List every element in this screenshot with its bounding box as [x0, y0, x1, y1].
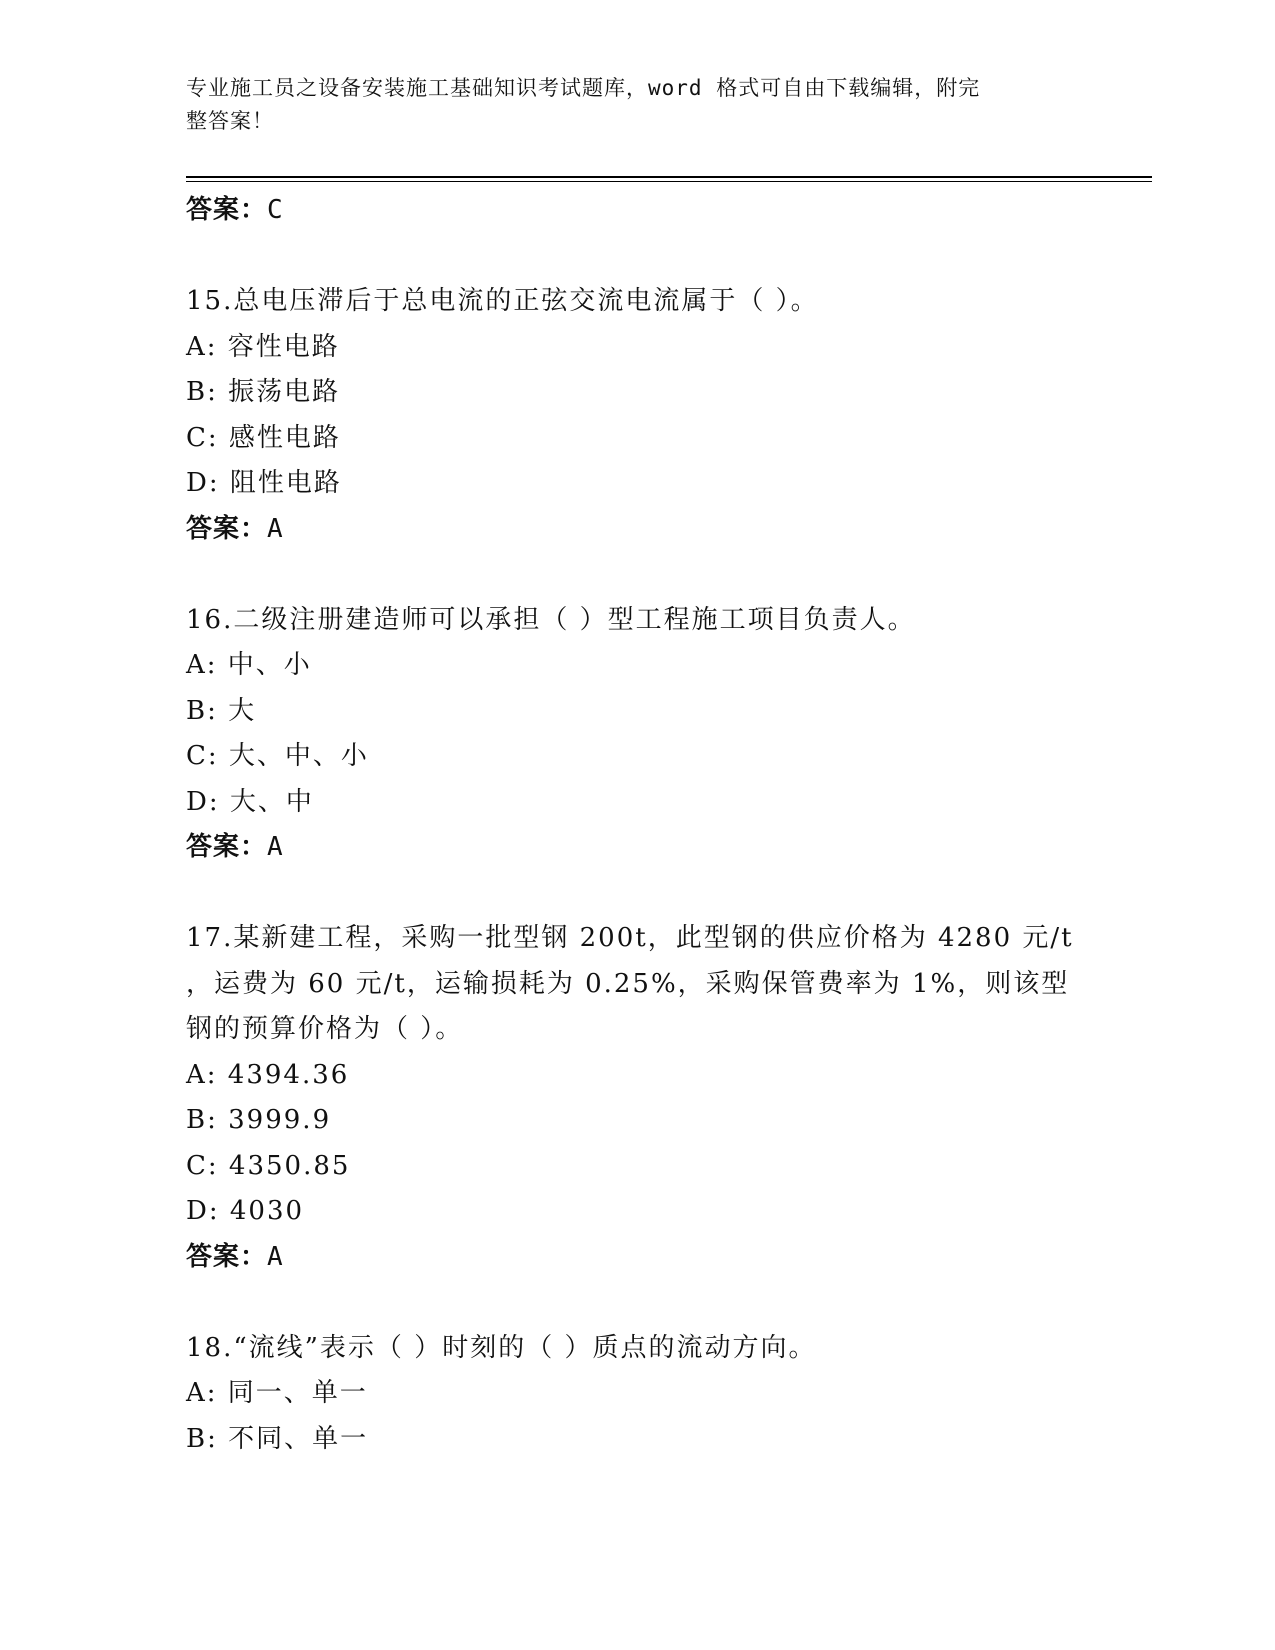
- option-a: A: 4394.36: [186, 1059, 350, 1090]
- header-line-1: 专业施工员之设备安装施工基础知识考试题库，word 格式可自由下载编辑，附完: [186, 76, 981, 100]
- question-stem-continued: ，运费为 60 元/t，运输损耗为 0.25%，采购保管费率为 1%，则该型: [186, 968, 1070, 999]
- spacer: [186, 234, 1086, 280]
- answer-value: A: [267, 1241, 284, 1272]
- answer-line: [186, 507, 1086, 553]
- question-block: [186, 1326, 1086, 1463]
- option-d: D: 大、中: [186, 786, 314, 817]
- header-line-2: 整答案！: [186, 109, 274, 133]
- answer-prefix: 答案：: [186, 195, 268, 225]
- spacer: [186, 1280, 1086, 1326]
- header-divider: [186, 176, 1152, 178]
- spacer: [186, 552, 1086, 598]
- spacer: [186, 871, 1086, 917]
- option-b: B: 不同、单一: [186, 1423, 369, 1454]
- question-stem: 15.总电压滞后于总电流的正弦交流电流属于（ ）。: [186, 286, 819, 316]
- question-stem: 18.“流线”表示（ ）时刻的（ ）质点的流动方向。: [186, 1332, 817, 1363]
- answer-value: C: [267, 195, 284, 225]
- question-list: [186, 188, 1086, 1462]
- answer-prefix: 答案：: [186, 1241, 268, 1272]
- answer-line: [186, 825, 1086, 871]
- option-c: C: 感性电路: [186, 422, 341, 453]
- question-stem: 16.二级注册建造师可以承担（ ）型工程施工项目负责人。: [186, 604, 916, 635]
- header-divider-thin: [186, 181, 1152, 182]
- question-block: [186, 916, 1086, 1280]
- option-c: C: 4350.85: [186, 1150, 351, 1181]
- option-a: A: 中、小: [186, 650, 312, 680]
- option-d: D: 4030: [186, 1196, 305, 1226]
- option-c: C: 大、中、小: [186, 741, 369, 771]
- option-b: B: 3999.9: [186, 1105, 332, 1135]
- question-block: [186, 598, 1086, 871]
- option-b: B: 大: [186, 695, 257, 726]
- option-d: D: 阻性电路: [186, 468, 342, 498]
- answer-value: A: [267, 832, 284, 862]
- question-stem-continued: 钢的预算价格为（ ）。: [186, 1014, 464, 1044]
- answer-value: A: [267, 513, 284, 544]
- answer-line: [186, 188, 1086, 234]
- answer-prefix: 答案：: [186, 513, 268, 544]
- option-a: A: 同一、单一: [186, 1378, 368, 1408]
- answer-line: [186, 1235, 1086, 1281]
- option-b: B: 振荡电路: [186, 377, 341, 407]
- question-block: [186, 279, 1086, 552]
- answer-prefix: 答案：: [186, 832, 268, 862]
- option-a: A: 容性电路: [186, 331, 340, 362]
- document-header: [186, 72, 1066, 138]
- question-stem: 17.某新建工程，采购一批型钢 200t，此型钢的供应价格为 4280 元/t: [186, 923, 1074, 953]
